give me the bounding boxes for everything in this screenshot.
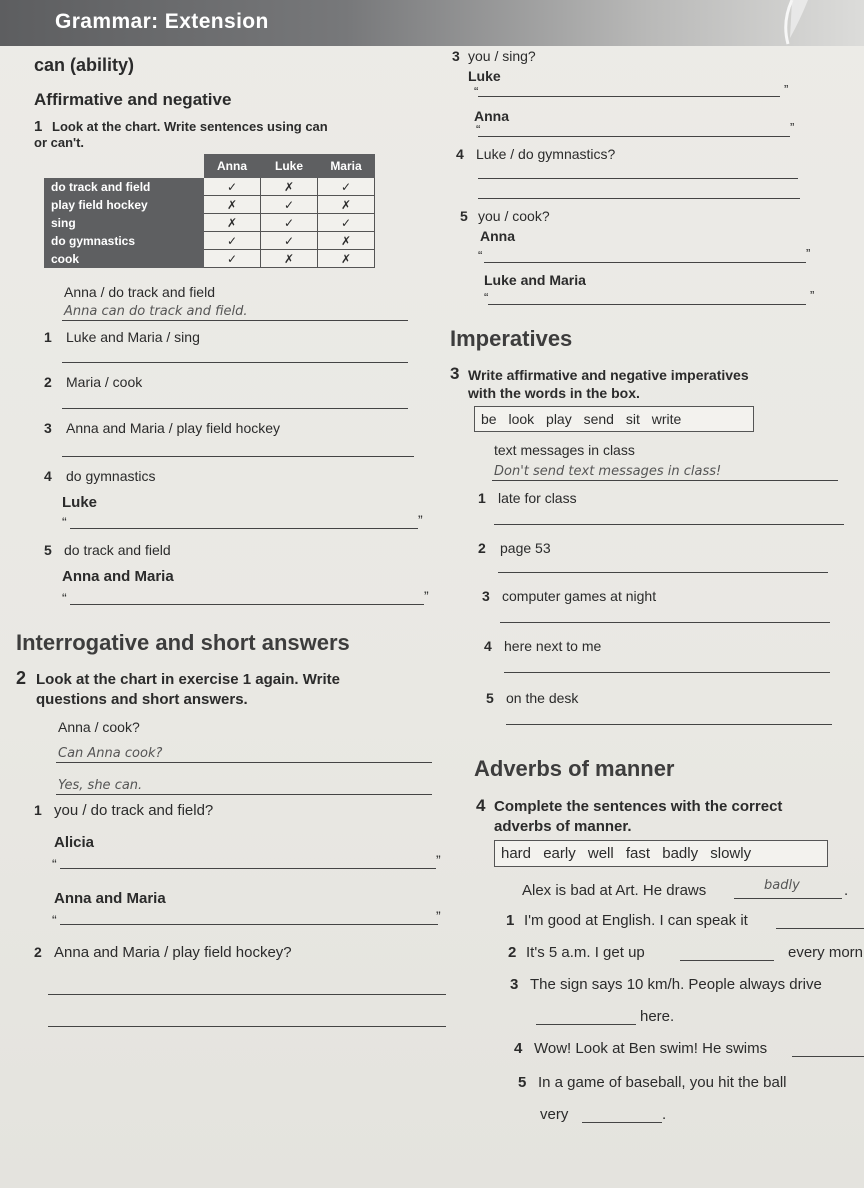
answer-line[interactable] — [500, 622, 830, 623]
exercise-4-number: 4 — [476, 796, 486, 815]
chart-col-maria: Maria — [318, 155, 375, 178]
name-anna-and-maria: Anna and Maria — [62, 568, 174, 585]
chart-cell: ✓ — [204, 178, 261, 196]
answer-line — [492, 480, 838, 481]
page-title: Grammar: Extension — [55, 10, 269, 33]
exercise-2-instruction: Look at the chart in exercise 1 again. Write — [36, 671, 340, 688]
close-quote: ” — [424, 588, 429, 604]
ex4-item-number: 2 — [508, 944, 517, 961]
chart-row — [45, 196, 375, 214]
answer-line — [62, 320, 408, 321]
ex2-item-number: 4 — [456, 146, 464, 162]
close-quote: ” — [436, 908, 441, 924]
name-luke-and-maria: Luke and Maria — [484, 272, 586, 288]
chart-col-luke: Luke — [261, 155, 318, 178]
ex4-item-sentence-tail: here. — [640, 1008, 675, 1025]
open-quote: “ — [484, 290, 489, 305]
ex4-item-number: 4 — [514, 1040, 523, 1057]
open-quote: “ — [52, 856, 57, 872]
answer-line[interactable] — [70, 604, 424, 605]
name-luke: Luke — [468, 68, 501, 84]
answer-line[interactable] — [494, 524, 844, 525]
chart-col-anna: Anna — [204, 155, 261, 178]
ex2-item-prompt: Luke / do gymnastics? — [476, 146, 616, 162]
ex1-example-answer: Anna can do track and field. — [64, 304, 248, 319]
ex3-item-prompt: computer games at night — [502, 588, 657, 604]
answer-line[interactable] — [70, 528, 418, 529]
ex2-item-number: 1 — [34, 802, 42, 818]
name-anna: Anna — [480, 228, 515, 244]
ex1-item-number: 1 — [44, 329, 52, 345]
close-quote: ” — [810, 288, 815, 303]
chart-row — [45, 178, 375, 196]
ex2-example-short-answer: Yes, she can. — [58, 778, 143, 793]
exercise-4-instruction-cont: adverbs of manner. — [494, 818, 632, 835]
answer-line[interactable] — [62, 362, 408, 363]
chart-cell: ✗ — [204, 196, 261, 214]
section-adverbs: Adverbs of manner — [474, 756, 675, 781]
open-quote: “ — [478, 248, 483, 263]
chart-cell: ✗ — [318, 232, 375, 250]
open-quote: “ — [476, 122, 481, 137]
chart-cell: ✓ — [318, 178, 375, 196]
ex4-item-sentence: The sign says 10 km/h. People always drive — [530, 976, 822, 993]
ex3-item-number: 3 — [482, 588, 490, 604]
chart-cell: ✗ — [204, 214, 261, 232]
chart-row-label: play field hockey — [45, 196, 204, 214]
answer-line[interactable] — [484, 262, 806, 263]
name-anna: Anna — [474, 108, 509, 124]
ex2-item-prompt: you / do track and field? — [54, 802, 214, 819]
answer-line[interactable] — [498, 572, 828, 573]
close-quote: ” — [418, 512, 423, 528]
answer-line[interactable] — [536, 1024, 636, 1025]
ex4-example-answer: badly — [764, 878, 800, 893]
ex2-item-number: 2 — [34, 944, 42, 960]
answer-line[interactable] — [776, 928, 864, 929]
answer-line — [56, 762, 432, 763]
answer-line[interactable] — [478, 96, 780, 97]
ex1-item-prompt: do track and field — [64, 542, 171, 558]
ex1-item-number: 3 — [44, 420, 52, 436]
answer-line[interactable] — [60, 924, 438, 925]
chart-cell: ✓ — [261, 196, 318, 214]
ex3-item-number: 5 — [486, 690, 494, 706]
ex2-example-question: Can Anna cook? — [58, 746, 163, 761]
ex3-item-prompt: on the desk — [506, 690, 579, 706]
ex1-item-prompt: Maria / cook — [66, 374, 143, 390]
chart-row — [45, 250, 375, 268]
ex2-item-number: 5 — [460, 208, 468, 224]
exercise-3-instruction-cont: with the words in the box. — [468, 385, 640, 401]
chart-row-label: cook — [45, 250, 204, 268]
ex4-item-sentence: In a game of baseball, you hit the ball — [538, 1074, 787, 1091]
ex4-item-sentence: Wow! Look at Ben swim! He swims — [534, 1040, 768, 1057]
name-alicia: Alicia — [54, 834, 95, 851]
chart-cell: ✓ — [204, 250, 261, 268]
full-stop: . — [844, 882, 849, 899]
answer-line[interactable] — [792, 1056, 864, 1057]
exercise-2-instruction-cont: questions and short answers. — [36, 691, 248, 708]
ex1-item-prompt: do gymnastics — [66, 468, 156, 484]
section-interrogative: Interrogative and short answers — [16, 630, 350, 655]
exercise-2-number: 2 — [16, 668, 27, 688]
chart-row — [45, 214, 375, 232]
chart-row-label: do track and field — [45, 178, 204, 196]
chart-cell: ✗ — [318, 196, 375, 214]
chart-cell: ✗ — [261, 178, 318, 196]
ex1-item-prompt: Anna and Maria / play field hockey — [66, 420, 281, 436]
chart-cell: ✓ — [261, 232, 318, 250]
answer-line[interactable] — [62, 408, 408, 409]
exercise-1-instruction: Look at the chart. Write sentences using can — [52, 119, 328, 134]
ex4-item-sentence: It's 5 a.m. I get up — [526, 944, 645, 961]
ability-chart — [44, 154, 375, 268]
ex3-item-prompt: here next to me — [504, 638, 602, 654]
answer-line[interactable] — [478, 136, 790, 137]
exercise-1-number: 1 — [34, 118, 43, 135]
chart-row-label: do gymnastics — [45, 232, 204, 250]
chart-cell: ✗ — [261, 250, 318, 268]
chart-cell: ✓ — [318, 214, 375, 232]
ex2-item-number: 3 — [452, 48, 460, 64]
ex1-item-number: 5 — [44, 542, 52, 558]
close-quote: ” — [806, 246, 811, 261]
answer-line[interactable] — [506, 724, 832, 725]
chart-row — [45, 232, 375, 250]
ex2-item-prompt: you / cook? — [478, 208, 550, 224]
ex1-example-prompt: Anna / do track and field — [64, 284, 215, 300]
chart-cell: ✗ — [318, 250, 375, 268]
ex3-item-number: 4 — [484, 638, 492, 654]
ex1-item-prompt: Luke and Maria / sing — [66, 329, 200, 345]
answer-line[interactable] — [504, 672, 830, 673]
chart-row-label: sing — [45, 214, 204, 232]
chart-cell: ✓ — [261, 214, 318, 232]
open-quote: “ — [474, 84, 479, 99]
exercise-3-instruction: Write affirmative and negative imperatives — [468, 367, 749, 383]
open-quote: “ — [62, 590, 67, 606]
ex3-item-number: 1 — [478, 490, 486, 506]
answer-line — [56, 794, 432, 795]
answer-line[interactable] — [680, 960, 774, 961]
answer-line[interactable] — [62, 456, 414, 457]
ex3-example-prompt: text messages in class — [494, 442, 635, 458]
answer-line[interactable] — [60, 868, 436, 869]
answer-line[interactable] — [478, 178, 798, 179]
name-luke: Luke — [62, 494, 98, 511]
section-imperatives: Imperatives — [450, 326, 573, 351]
ex3-example-answer: Don't send text messages in class! — [494, 464, 722, 479]
ex4-item-number: 1 — [506, 912, 515, 929]
open-quote: “ — [52, 912, 57, 928]
close-quote: ” — [790, 120, 795, 135]
ex2-example-prompt: Anna / cook? — [58, 719, 140, 735]
ex1-item-number: 4 — [44, 468, 52, 484]
close-quote: ” — [784, 82, 789, 97]
ex4-item-sentence-tail: very — [540, 1106, 569, 1123]
ex3-item-prompt: late for class — [498, 490, 577, 506]
ex2-item-prompt: you / sing? — [468, 48, 536, 64]
answer-line[interactable] — [488, 304, 806, 305]
full-stop: . — [662, 1106, 667, 1123]
answer-line[interactable] — [478, 198, 800, 199]
page-curl-decoration — [760, 0, 820, 46]
answer-line[interactable] — [48, 994, 446, 995]
exercise-4-instruction: Complete the sentences with the correct — [494, 798, 783, 815]
ex4-item-number: 5 — [518, 1074, 527, 1091]
ex1-item-number: 2 — [44, 374, 52, 390]
open-quote: “ — [62, 514, 67, 530]
ex3-word-box: be look play send sit write — [474, 406, 754, 432]
ex3-item-number: 2 — [478, 540, 486, 556]
chart-corner — [45, 155, 204, 178]
answer-line[interactable] — [48, 1026, 446, 1027]
answer-line — [734, 898, 842, 899]
chart-header-row — [45, 155, 375, 178]
ex4-word-box: hard early well fast badly slowly — [494, 840, 828, 867]
section-can-ability: can (ability) — [34, 55, 135, 75]
close-quote: ” — [436, 852, 441, 868]
ex2-item-prompt: Anna and Maria / play field hockey? — [54, 944, 292, 961]
ex4-example-sentence: Alex is bad at Art. He draws — [522, 882, 707, 899]
answer-line[interactable] — [582, 1122, 662, 1123]
exercise-1-instruction-cont: or can't. — [34, 135, 85, 150]
ex3-item-prompt: page 53 — [500, 540, 551, 556]
name-anna-and-maria: Anna and Maria — [54, 890, 166, 907]
ex4-item-sentence: I'm good at English. I can speak it — [524, 912, 748, 929]
exercise-3-number: 3 — [450, 364, 460, 383]
ex4-item-sentence-tail: every morn — [788, 944, 864, 961]
section-affirmative-negative: Affirmative and negative — [34, 90, 232, 109]
chart-cell: ✓ — [204, 232, 261, 250]
ex4-item-number: 3 — [510, 976, 519, 993]
